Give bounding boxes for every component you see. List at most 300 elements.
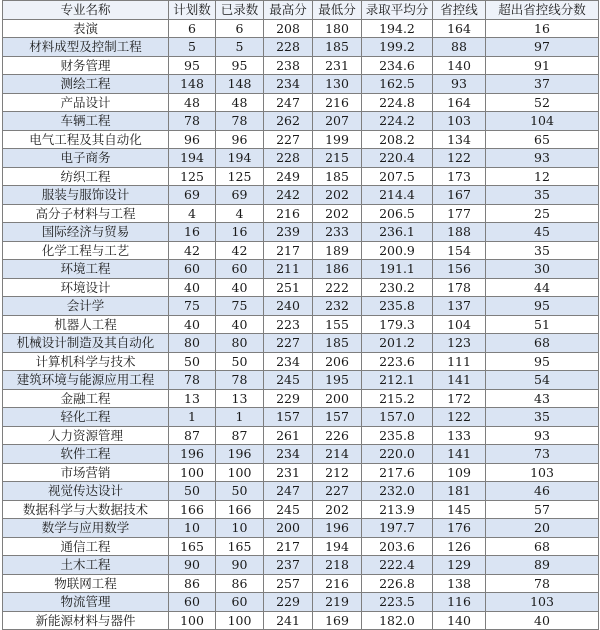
- cell-provincial-line: 137: [433, 297, 486, 316]
- cell-avg-score: 223.5: [362, 593, 433, 612]
- cell-plan-count: 10: [169, 519, 216, 538]
- cell-major-name: 环境工程: [3, 260, 169, 279]
- cell-provincial-line: 177: [433, 204, 486, 223]
- cell-admitted-count: 42: [216, 241, 264, 260]
- cell-max-score: 234: [264, 445, 313, 464]
- cell-avg-score: 201.2: [362, 334, 433, 353]
- cell-over-line: 25: [486, 204, 599, 223]
- cell-avg-score: 222.4: [362, 556, 433, 575]
- cell-major-name: 材料成型及控制工程: [3, 38, 169, 57]
- cell-avg-score: 194.2: [362, 19, 433, 38]
- cell-avg-score: 235.8: [362, 297, 433, 316]
- cell-avg-score: 162.5: [362, 75, 433, 94]
- cell-avg-score: 197.7: [362, 519, 433, 538]
- cell-plan-count: 50: [169, 482, 216, 501]
- cell-admitted-count: 50: [216, 352, 264, 371]
- cell-min-score: 222: [313, 278, 362, 297]
- cell-provincial-line: 104: [433, 315, 486, 334]
- cell-admitted-count: 90: [216, 556, 264, 575]
- cell-plan-count: 165: [169, 537, 216, 556]
- cell-over-line: 35: [486, 408, 599, 427]
- cell-over-line: 37: [486, 75, 599, 94]
- cell-provincial-line: 167: [433, 186, 486, 205]
- cell-major-name: 测绘工程: [3, 75, 169, 94]
- cell-over-line: 89: [486, 556, 599, 575]
- cell-min-score: 196: [313, 519, 362, 538]
- cell-max-score: 227: [264, 130, 313, 149]
- cell-major-name: 金融工程: [3, 389, 169, 408]
- cell-over-line: 78: [486, 574, 599, 593]
- cell-admitted-count: 6: [216, 19, 264, 38]
- cell-min-score: 186: [313, 260, 362, 279]
- cell-plan-count: 1: [169, 408, 216, 427]
- cell-plan-count: 96: [169, 130, 216, 149]
- cell-avg-score: 200.9: [362, 241, 433, 260]
- cell-min-score: 226: [313, 426, 362, 445]
- cell-admitted-count: 96: [216, 130, 264, 149]
- cell-over-line: 93: [486, 149, 599, 168]
- table-row: [3, 445, 599, 464]
- cell-major-name: 视觉传达设计: [3, 482, 169, 501]
- cell-admitted-count: 69: [216, 186, 264, 205]
- cell-major-name: 化学工程与工艺: [3, 241, 169, 260]
- cell-max-score: 217: [264, 241, 313, 260]
- cell-admitted-count: 166: [216, 500, 264, 519]
- cell-plan-count: 86: [169, 574, 216, 593]
- cell-over-line: 51: [486, 315, 599, 334]
- cell-over-line: 43: [486, 389, 599, 408]
- cell-admitted-count: 196: [216, 445, 264, 464]
- cell-over-line: 97: [486, 38, 599, 57]
- cell-min-score: 185: [313, 38, 362, 57]
- cell-avg-score: 236.1: [362, 223, 433, 242]
- cell-admitted-count: 75: [216, 297, 264, 316]
- table-row: [3, 56, 599, 75]
- cell-max-score: 227: [264, 334, 313, 353]
- cell-admitted-count: 194: [216, 149, 264, 168]
- cell-major-name: 建筑环境与能源应用工程: [3, 371, 169, 390]
- cell-major-name: 产品设计: [3, 93, 169, 112]
- cell-admitted-count: 40: [216, 278, 264, 297]
- table-row: [3, 130, 599, 149]
- cell-max-score: 234: [264, 352, 313, 371]
- table-row: [3, 463, 599, 482]
- cell-min-score: 185: [313, 334, 362, 353]
- cell-admitted-count: 148: [216, 75, 264, 94]
- cell-plan-count: 40: [169, 315, 216, 334]
- cell-avg-score: 203.6: [362, 537, 433, 556]
- cell-over-line: 44: [486, 278, 599, 297]
- cell-major-name: 服装与服饰设计: [3, 186, 169, 205]
- cell-min-score: 157: [313, 408, 362, 427]
- cell-over-line: 91: [486, 56, 599, 75]
- cell-over-line: 52: [486, 93, 599, 112]
- cell-plan-count: 87: [169, 426, 216, 445]
- table-row: [3, 75, 599, 94]
- cell-plan-count: 90: [169, 556, 216, 575]
- cell-min-score: 232: [313, 297, 362, 316]
- cell-provincial-line: 178: [433, 278, 486, 297]
- table-row: [3, 352, 599, 371]
- cell-min-score: 202: [313, 186, 362, 205]
- cell-avg-score: 179.3: [362, 315, 433, 334]
- cell-major-name: 环境设计: [3, 278, 169, 297]
- cell-plan-count: 100: [169, 463, 216, 482]
- cell-admitted-count: 100: [216, 463, 264, 482]
- cell-max-score: 251: [264, 278, 313, 297]
- cell-admitted-count: 80: [216, 334, 264, 353]
- cell-max-score: 261: [264, 426, 313, 445]
- cell-max-score: 216: [264, 204, 313, 223]
- cell-provincial-line: 154: [433, 241, 486, 260]
- cell-major-name: 机械设计制造及其自动化: [3, 334, 169, 353]
- cell-provincial-line: 141: [433, 445, 486, 464]
- cell-max-score: 238: [264, 56, 313, 75]
- cell-plan-count: 80: [169, 334, 216, 353]
- cell-min-score: 169: [313, 611, 362, 630]
- cell-over-line: 95: [486, 297, 599, 316]
- cell-avg-score: 207.5: [362, 167, 433, 186]
- cell-provincial-line: 122: [433, 408, 486, 427]
- cell-plan-count: 50: [169, 352, 216, 371]
- cell-avg-score: 224.8: [362, 93, 433, 112]
- cell-major-name: 车辆工程: [3, 112, 169, 131]
- cell-max-score: 242: [264, 186, 313, 205]
- cell-avg-score: 223.6: [362, 352, 433, 371]
- cell-over-line: 20: [486, 519, 599, 538]
- cell-min-score: 207: [313, 112, 362, 131]
- cell-plan-count: 42: [169, 241, 216, 260]
- header-min-score: 最低分: [313, 1, 362, 20]
- cell-plan-count: 16: [169, 223, 216, 242]
- header-admitted-count: 已录数: [216, 1, 264, 20]
- cell-avg-score: 235.8: [362, 426, 433, 445]
- cell-major-name: 电子商务: [3, 149, 169, 168]
- cell-over-line: 65: [486, 130, 599, 149]
- table-row: [3, 260, 599, 279]
- cell-over-line: 103: [486, 593, 599, 612]
- cell-min-score: 216: [313, 574, 362, 593]
- cell-admitted-count: 4: [216, 204, 264, 223]
- cell-over-line: 73: [486, 445, 599, 464]
- cell-over-line: 68: [486, 537, 599, 556]
- cell-admitted-count: 95: [216, 56, 264, 75]
- cell-major-name: 市场营销: [3, 463, 169, 482]
- cell-provincial-line: 173: [433, 167, 486, 186]
- cell-provincial-line: 164: [433, 93, 486, 112]
- cell-major-name: 财务管理: [3, 56, 169, 75]
- cell-provincial-line: 134: [433, 130, 486, 149]
- cell-provincial-line: 126: [433, 537, 486, 556]
- header-over-line: 超出省控线分数: [486, 1, 599, 20]
- cell-major-name: 土木工程: [3, 556, 169, 575]
- cell-min-score: 185: [313, 167, 362, 186]
- cell-provincial-line: 145: [433, 500, 486, 519]
- cell-plan-count: 69: [169, 186, 216, 205]
- cell-max-score: 223: [264, 315, 313, 334]
- cell-avg-score: 224.2: [362, 112, 433, 131]
- table-row: [3, 19, 599, 38]
- cell-avg-score: 213.9: [362, 500, 433, 519]
- cell-max-score: 257: [264, 574, 313, 593]
- cell-major-name: 数学与应用数学: [3, 519, 169, 538]
- cell-over-line: 45: [486, 223, 599, 242]
- cell-max-score: 229: [264, 593, 313, 612]
- cell-plan-count: 194: [169, 149, 216, 168]
- cell-max-score: 217: [264, 537, 313, 556]
- cell-admitted-count: 10: [216, 519, 264, 538]
- cell-admitted-count: 125: [216, 167, 264, 186]
- header-row: [3, 1, 599, 20]
- cell-avg-score: 214.4: [362, 186, 433, 205]
- cell-over-line: 68: [486, 334, 599, 353]
- cell-provincial-line: 140: [433, 611, 486, 630]
- cell-plan-count: 13: [169, 389, 216, 408]
- table-row: [3, 38, 599, 57]
- cell-plan-count: 40: [169, 278, 216, 297]
- cell-over-line: 35: [486, 241, 599, 260]
- cell-provincial-line: 188: [433, 223, 486, 242]
- table-row: [3, 537, 599, 556]
- table-row: [3, 574, 599, 593]
- cell-max-score: 262: [264, 112, 313, 131]
- cell-major-name: 轻化工程: [3, 408, 169, 427]
- cell-major-name: 软件工程: [3, 445, 169, 464]
- cell-major-name: 机器人工程: [3, 315, 169, 334]
- cell-admitted-count: 5: [216, 38, 264, 57]
- cell-over-line: 40: [486, 611, 599, 630]
- cell-min-score: 199: [313, 130, 362, 149]
- table-row: [3, 167, 599, 186]
- cell-provincial-line: 140: [433, 56, 486, 75]
- cell-plan-count: 196: [169, 445, 216, 464]
- cell-admitted-count: 16: [216, 223, 264, 242]
- cell-avg-score: 182.0: [362, 611, 433, 630]
- cell-admitted-count: 86: [216, 574, 264, 593]
- table-row: [3, 204, 599, 223]
- cell-max-score: 157: [264, 408, 313, 427]
- table-row: [3, 241, 599, 260]
- header-provincial-line: 省控线: [433, 1, 486, 20]
- table-row: [3, 186, 599, 205]
- cell-provincial-line: 103: [433, 112, 486, 131]
- cell-admitted-count: 87: [216, 426, 264, 445]
- cell-plan-count: 125: [169, 167, 216, 186]
- cell-min-score: 202: [313, 204, 362, 223]
- cell-min-score: 180: [313, 19, 362, 38]
- cell-provincial-line: 123: [433, 334, 486, 353]
- cell-avg-score: 191.1: [362, 260, 433, 279]
- cell-provincial-line: 122: [433, 149, 486, 168]
- cell-major-name: 物联网工程: [3, 574, 169, 593]
- cell-over-line: 16: [486, 19, 599, 38]
- cell-min-score: 130: [313, 75, 362, 94]
- cell-plan-count: 78: [169, 112, 216, 131]
- cell-admitted-count: 48: [216, 93, 264, 112]
- cell-min-score: 231: [313, 56, 362, 75]
- table-row: [3, 93, 599, 112]
- table-row: [3, 500, 599, 519]
- cell-plan-count: 4: [169, 204, 216, 223]
- cell-admitted-count: 78: [216, 371, 264, 390]
- cell-max-score: 247: [264, 482, 313, 501]
- cell-min-score: 206: [313, 352, 362, 371]
- cell-plan-count: 100: [169, 611, 216, 630]
- cell-avg-score: 230.2: [362, 278, 433, 297]
- table-row: [3, 315, 599, 334]
- cell-min-score: 219: [313, 593, 362, 612]
- cell-min-score: 212: [313, 463, 362, 482]
- cell-max-score: 239: [264, 223, 313, 242]
- cell-major-name: 会计学: [3, 297, 169, 316]
- cell-major-name: 人力资源管理: [3, 426, 169, 445]
- cell-min-score: 227: [313, 482, 362, 501]
- table-row: [3, 149, 599, 168]
- table-row: [3, 371, 599, 390]
- cell-min-score: 195: [313, 371, 362, 390]
- header-avg-score: 录取平均分: [362, 1, 433, 20]
- cell-major-name: 电气工程及其自动化: [3, 130, 169, 149]
- table-body: [3, 19, 599, 630]
- cell-provincial-line: 88: [433, 38, 486, 57]
- table-row: [3, 426, 599, 445]
- cell-min-score: 155: [313, 315, 362, 334]
- table-row: [3, 334, 599, 353]
- cell-avg-score: 208.2: [362, 130, 433, 149]
- cell-min-score: 214: [313, 445, 362, 464]
- cell-min-score: 233: [313, 223, 362, 242]
- cell-major-name: 表演: [3, 19, 169, 38]
- cell-provincial-line: 141: [433, 371, 486, 390]
- cell-max-score: 228: [264, 149, 313, 168]
- cell-admitted-count: 60: [216, 593, 264, 612]
- cell-provincial-line: 129: [433, 556, 486, 575]
- cell-admitted-count: 100: [216, 611, 264, 630]
- cell-min-score: 194: [313, 537, 362, 556]
- table-row: [3, 611, 599, 630]
- cell-major-name: 通信工程: [3, 537, 169, 556]
- cell-plan-count: 60: [169, 593, 216, 612]
- cell-avg-score: 232.0: [362, 482, 433, 501]
- cell-over-line: 57: [486, 500, 599, 519]
- table-row: [3, 278, 599, 297]
- cell-avg-score: 199.2: [362, 38, 433, 57]
- cell-provincial-line: 133: [433, 426, 486, 445]
- table-row: [3, 482, 599, 501]
- cell-provincial-line: 172: [433, 389, 486, 408]
- header-max-score: 最高分: [264, 1, 313, 20]
- cell-max-score: 211: [264, 260, 313, 279]
- cell-avg-score: 157.0: [362, 408, 433, 427]
- cell-avg-score: 234.6: [362, 56, 433, 75]
- table-row: [3, 112, 599, 131]
- cell-over-line: 104: [486, 112, 599, 131]
- cell-max-score: 241: [264, 611, 313, 630]
- cell-plan-count: 5: [169, 38, 216, 57]
- table-row: [3, 408, 599, 427]
- cell-provincial-line: 111: [433, 352, 486, 371]
- cell-min-score: 218: [313, 556, 362, 575]
- cell-admitted-count: 60: [216, 260, 264, 279]
- table-row: [3, 297, 599, 316]
- cell-provincial-line: 164: [433, 19, 486, 38]
- cell-max-score: 200: [264, 519, 313, 538]
- cell-max-score: 237: [264, 556, 313, 575]
- cell-major-name: 新能源材料与器件: [3, 611, 169, 630]
- cell-max-score: 208: [264, 19, 313, 38]
- cell-major-name: 高分子材料与工程: [3, 204, 169, 223]
- cell-major-name: 纺织工程: [3, 167, 169, 186]
- cell-major-name: 数据科学与大数据技术: [3, 500, 169, 519]
- cell-admitted-count: 78: [216, 112, 264, 131]
- cell-over-line: 54: [486, 371, 599, 390]
- cell-plan-count: 148: [169, 75, 216, 94]
- cell-admitted-count: 13: [216, 389, 264, 408]
- cell-avg-score: 206.5: [362, 204, 433, 223]
- cell-avg-score: 220.0: [362, 445, 433, 464]
- cell-max-score: 228: [264, 38, 313, 57]
- cell-plan-count: 48: [169, 93, 216, 112]
- cell-max-score: 229: [264, 389, 313, 408]
- cell-major-name: 计算机科学与技术: [3, 352, 169, 371]
- cell-provincial-line: 93: [433, 75, 486, 94]
- cell-over-line: 93: [486, 426, 599, 445]
- cell-over-line: 12: [486, 167, 599, 186]
- cell-plan-count: 166: [169, 500, 216, 519]
- cell-min-score: 202: [313, 500, 362, 519]
- cell-major-name: 物流管理: [3, 593, 169, 612]
- table-row: [3, 593, 599, 612]
- cell-avg-score: 226.8: [362, 574, 433, 593]
- cell-over-line: 35: [486, 186, 599, 205]
- cell-min-score: 215: [313, 149, 362, 168]
- header-plan-count: 计划数: [169, 1, 216, 20]
- header-major-name: 专业名称: [3, 1, 169, 20]
- cell-max-score: 245: [264, 500, 313, 519]
- cell-min-score: 216: [313, 93, 362, 112]
- cell-provincial-line: 116: [433, 593, 486, 612]
- cell-over-line: 95: [486, 352, 599, 371]
- cell-avg-score: 217.6: [362, 463, 433, 482]
- cell-plan-count: 60: [169, 260, 216, 279]
- cell-admitted-count: 165: [216, 537, 264, 556]
- cell-provincial-line: 138: [433, 574, 486, 593]
- cell-max-score: 245: [264, 371, 313, 390]
- cell-min-score: 189: [313, 241, 362, 260]
- table-row: [3, 389, 599, 408]
- table-row: [3, 556, 599, 575]
- admission-score-table: [2, 0, 599, 630]
- cell-max-score: 247: [264, 93, 313, 112]
- cell-over-line: 103: [486, 463, 599, 482]
- cell-over-line: 30: [486, 260, 599, 279]
- cell-max-score: 240: [264, 297, 313, 316]
- cell-admitted-count: 40: [216, 315, 264, 334]
- cell-avg-score: 215.2: [362, 389, 433, 408]
- cell-plan-count: 95: [169, 56, 216, 75]
- cell-provincial-line: 156: [433, 260, 486, 279]
- cell-provincial-line: 176: [433, 519, 486, 538]
- cell-over-line: 46: [486, 482, 599, 501]
- cell-major-name: 国际经济与贸易: [3, 223, 169, 242]
- cell-max-score: 249: [264, 167, 313, 186]
- cell-plan-count: 75: [169, 297, 216, 316]
- cell-admitted-count: 50: [216, 482, 264, 501]
- cell-provincial-line: 181: [433, 482, 486, 501]
- table-row: [3, 519, 599, 538]
- cell-admitted-count: 1: [216, 408, 264, 427]
- cell-provincial-line: 109: [433, 463, 486, 482]
